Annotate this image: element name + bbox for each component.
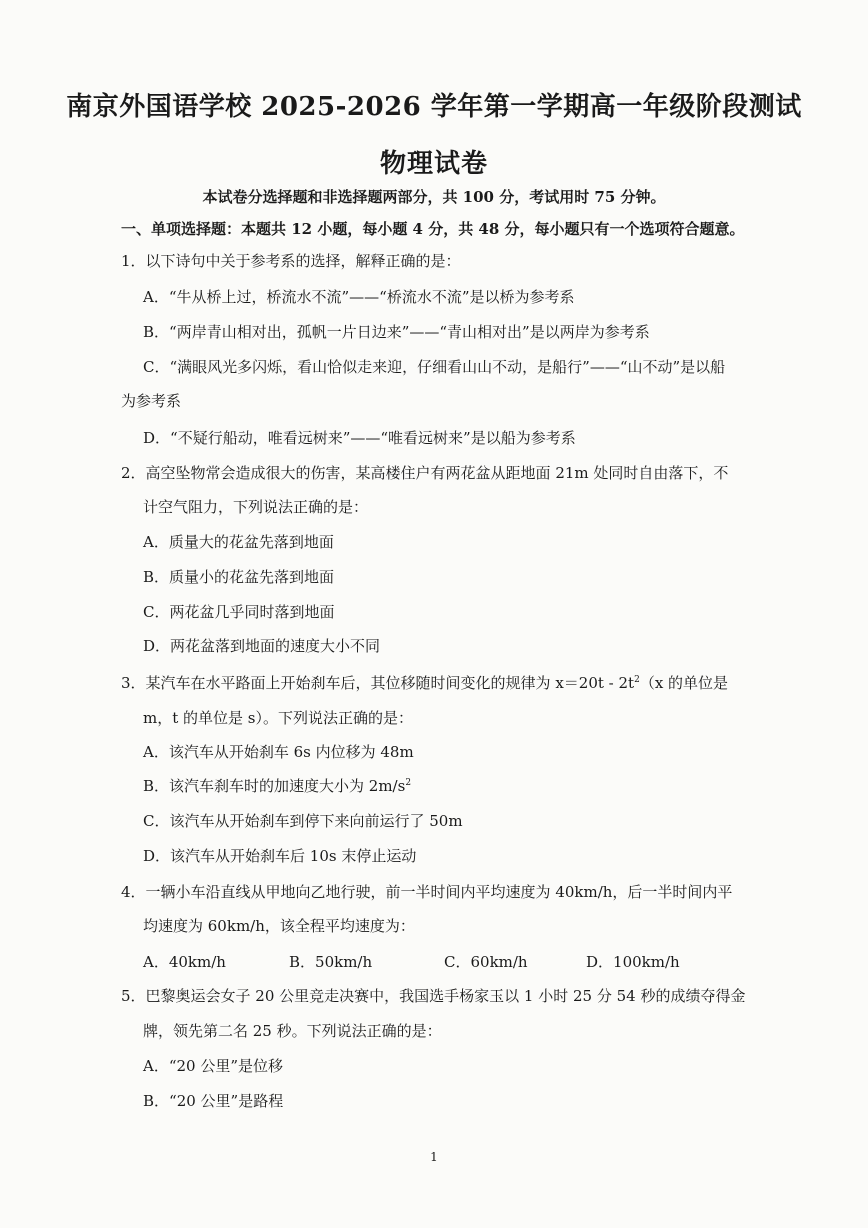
question-3-option-b-exponent: 2 (405, 778, 412, 788)
question-4-option-c: C．60km/h (444, 953, 528, 971)
question-3-exponent: 2 (634, 675, 640, 685)
question-5-option-b: B．“20 公里”是路程 (143, 1092, 284, 1110)
question-3-option-a: A．该汽车从开始刹车 6s 内位移为 48m (143, 743, 414, 761)
question-1-option-d: D．“不疑行船动，唯看远树来”——“唯看远树来”是以船为参考系 (143, 429, 576, 447)
question-3-stem-unit: （x 的单位是 (639, 674, 729, 692)
question-2-option-b: B．质量小的花盆先落到地面 (143, 568, 335, 586)
question-4-option-d: D．100km/h (586, 953, 680, 971)
question-1-option-a: A．“牛从桥上过，桥流水不流”——“桥流水不流”是以桥为参考系 (143, 288, 575, 306)
page-number: 1 (430, 1150, 438, 1164)
question-1-option-c: C．“满眼风光多闪烁，看山恰似走来迎，仔细看山山不动，是船行”——“山不动”是以船 (143, 358, 726, 376)
question-3-stem (121, 672, 728, 693)
question-2-option-c: C．两花盆几乎同时落到地面 (143, 603, 335, 621)
question-3-option-c: C．该汽车从开始刹车到停下来向前运行了 50m (143, 812, 463, 830)
question-2-option-a: A．质量大的花盆先落到地面 (143, 533, 334, 551)
question-5-stem: 5．巴黎奥运会女子 20 公里竞走决赛中，我国选手杨家玉以 1 小时 25 分 54 秒的成绩夺得金 (121, 987, 746, 1005)
question-1-option-b: B．“两岸青山相对出，孤帆一片日边来”——“青山相对出”是以两岸为参考系 (143, 323, 650, 341)
exam-title: 南京外国语学校 2025-2026 学年第一学期高一年级阶段测试 (66, 92, 802, 122)
question-5-stem-cont: 牌，领先第二名 25 秒。下列说法正确的是： (143, 1022, 442, 1040)
question-2-stem-cont: 计空气阻力，下列说法正确的是： (143, 498, 369, 516)
question-2-option-d: D．两花盆落到地面的速度大小不同 (143, 637, 381, 655)
question-3-option-b-text: B．该汽车刹车时的加速度大小为 2m/s (143, 777, 406, 795)
exam-subtitle: 物理试卷 (379, 149, 488, 179)
exam-intro: 本试卷分选择题和非选择题两部分，共 100 分，考试用时 75 分钟。 (202, 188, 666, 206)
question-3-option-b (143, 775, 411, 796)
question-4-stem: 4．一辆小车沿直线从甲地向乙地行驶，前一半时间内平均速度为 40km/h，后一半时间内平 (121, 883, 733, 901)
question-1-option-c-cont: 为参考系 (121, 392, 182, 410)
question-3-stem-cont: m，t 的单位是 s）。下列说法正确的是： (143, 709, 413, 727)
question-3-option-d: D．该汽车从开始刹车后 10s 末停止运动 (143, 847, 417, 865)
question-3-stem-text: 3．某汽车在水平路面上开始刹车后，其位移随时间变化的规律为 x＝20t - 2t (121, 674, 635, 692)
question-5-option-a: A．“20 公里”是位移 (143, 1057, 284, 1075)
question-4-option-a: A．40km/h (143, 953, 226, 971)
question-1-stem: 1．以下诗句中关于参考系的选择，解释正确的是： (121, 252, 461, 270)
question-2-stem: 2．高空坠物常会造成很大的伤害，某高楼住户有两花盆从距地面 21m 处同时自由落下，不 (121, 464, 729, 482)
question-4-option-b: B．50km/h (289, 953, 373, 971)
question-4-stem-cont: 均速度为 60km/h，该全程平均速度为： (143, 917, 415, 935)
section-heading: 一、单项选择题：本题共 12 小题，每小题 4 分，共 48 分，每小题只有一个选项符合题意。 (121, 220, 745, 238)
